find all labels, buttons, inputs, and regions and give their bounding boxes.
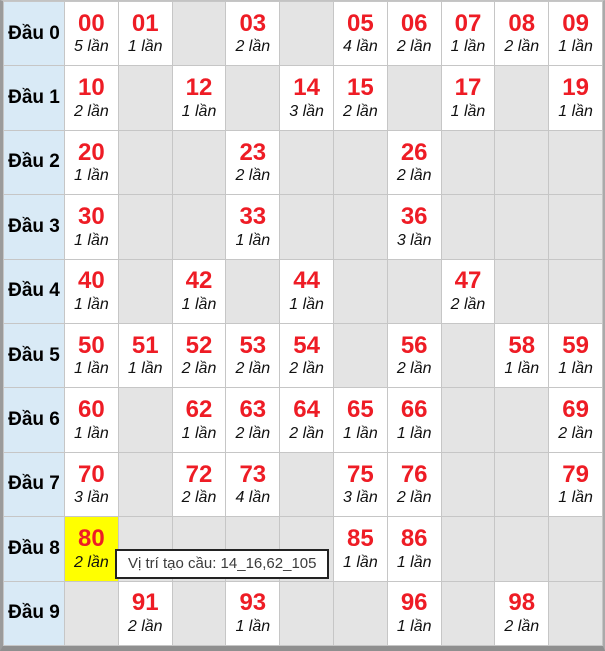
count-label: 1 lần (289, 296, 324, 314)
count-label: 2 lần (289, 360, 324, 378)
empty-cell (495, 66, 549, 130)
count-label: 2 lần (558, 424, 593, 442)
number-cell-47[interactable] (441, 259, 495, 323)
number-value: 72 (185, 460, 213, 488)
count-label: 2 lần (396, 38, 432, 56)
row-label-dau-8: Đầu 8 (4, 517, 65, 581)
number-value: 26 (400, 138, 428, 166)
table-row (4, 452, 603, 516)
number-cell-20[interactable] (65, 130, 119, 194)
number-cell-19[interactable] (549, 66, 603, 130)
count-label: 1 lần (396, 424, 432, 442)
count-label: 1 lần (74, 360, 109, 378)
number-value: 33 (239, 203, 267, 231)
number-cell-36[interactable] (387, 195, 441, 259)
number-value: 09 (562, 9, 589, 37)
count-label: 5 lần (74, 38, 109, 56)
count-label: 1 lần (558, 360, 593, 378)
number-cell-26[interactable] (387, 130, 441, 194)
number-cell-91[interactable] (118, 581, 172, 645)
empty-cell (495, 517, 549, 581)
number-cell-80-highlighted[interactable] (65, 517, 119, 581)
number-value: 91 (131, 589, 159, 617)
number-cell-66[interactable] (387, 388, 441, 452)
number-cell-65[interactable] (333, 388, 387, 452)
empty-cell (118, 130, 172, 194)
count-label: 1 lần (504, 360, 540, 378)
number-cell-93[interactable] (226, 581, 280, 645)
number-cell-17[interactable] (441, 66, 495, 130)
table-row (4, 66, 603, 130)
row-label-dau-6: Đầu 6 (4, 388, 65, 452)
row-label-dau-2: Đầu 2 (4, 130, 65, 194)
number-cell-56[interactable] (387, 323, 441, 387)
empty-cell (118, 195, 172, 259)
count-label: 2 lần (181, 489, 217, 507)
number-value: 36 (400, 203, 428, 231)
count-label: 1 lần (558, 38, 593, 56)
bridge-position-tooltip: Vị trí tạo cầu: 14_16,62_105 (115, 549, 329, 579)
empty-cell (549, 130, 603, 194)
number-value: 06 (400, 9, 428, 37)
number-cell-42[interactable] (172, 259, 226, 323)
number-cell-62[interactable] (172, 388, 226, 452)
count-label: 2 lần (127, 618, 163, 636)
number-cell-10[interactable] (65, 66, 119, 130)
count-label: 2 lần (450, 296, 486, 314)
empty-cell (226, 66, 280, 130)
empty-cell (333, 130, 387, 194)
count-label: 1 lần (74, 296, 109, 314)
empty-cell (441, 581, 495, 645)
number-cell-86[interactable] (387, 517, 441, 581)
number-value: 96 (400, 589, 428, 617)
empty-cell (118, 388, 172, 452)
number-cell-59[interactable] (549, 323, 603, 387)
empty-cell (495, 259, 549, 323)
number-cell-15[interactable] (333, 66, 387, 130)
empty-cell (441, 452, 495, 516)
count-label: 1 lần (235, 231, 271, 249)
number-value: 79 (562, 460, 589, 488)
empty-cell (333, 323, 387, 387)
table-row (4, 130, 603, 194)
number-cell-51[interactable] (118, 323, 172, 387)
number-value: 47 (454, 267, 482, 295)
number-cell-76[interactable] (387, 452, 441, 516)
number-value: 00 (78, 9, 105, 37)
count-label: 2 lần (235, 360, 271, 378)
count-label: 2 lần (181, 360, 217, 378)
number-cell-52[interactable] (172, 323, 226, 387)
number-cell-73[interactable] (226, 452, 280, 516)
table-row (4, 259, 603, 323)
row-label-dau-0: Đầu 0 (4, 2, 65, 66)
number-cell-50[interactable] (65, 323, 119, 387)
empty-cell (441, 517, 495, 581)
empty-cell (118, 259, 172, 323)
number-value: 40 (78, 267, 105, 295)
number-value: 01 (131, 9, 159, 37)
number-value: 59 (562, 331, 589, 359)
table-row (4, 195, 603, 259)
empty-cell (387, 259, 441, 323)
number-value: 53 (239, 331, 267, 359)
count-label: 1 lần (74, 424, 109, 442)
count-label: 1 lần (396, 553, 432, 571)
empty-cell (333, 259, 387, 323)
number-value: 58 (508, 331, 536, 359)
number-value: 76 (400, 460, 428, 488)
number-cell-12[interactable] (172, 66, 226, 130)
number-value: 66 (400, 396, 428, 424)
count-label: 4 lần (343, 38, 378, 56)
count-label: 2 lần (504, 38, 540, 56)
count-label: 2 lần (396, 360, 432, 378)
number-cell-85[interactable] (333, 517, 387, 581)
empty-cell (280, 195, 334, 259)
number-value: 03 (239, 9, 267, 37)
number-value: 14 (293, 74, 320, 102)
empty-cell (495, 452, 549, 516)
empty-cell (65, 581, 119, 645)
number-cell-60[interactable] (65, 388, 119, 452)
empty-cell (118, 452, 172, 516)
empty-cell (226, 259, 280, 323)
number-cell-07[interactable] (441, 2, 495, 66)
table-row (4, 388, 603, 452)
number-value: 85 (347, 525, 374, 553)
number-cell-54[interactable] (280, 323, 334, 387)
number-value: 93 (239, 589, 267, 617)
number-cell-98[interactable] (495, 581, 549, 645)
row-label-dau-9: Đầu 9 (4, 581, 65, 645)
number-value: 51 (131, 331, 159, 359)
number-cell-70[interactable] (65, 452, 119, 516)
number-cell-96[interactable] (387, 581, 441, 645)
number-value: 60 (78, 396, 105, 424)
number-cell-00[interactable] (65, 2, 119, 66)
empty-cell (495, 130, 549, 194)
number-value: 17 (454, 74, 482, 102)
number-value: 23 (239, 138, 267, 166)
row-label-dau-3: Đầu 3 (4, 195, 65, 259)
empty-cell (387, 66, 441, 130)
number-cell-14[interactable] (280, 66, 334, 130)
count-label: 1 lần (181, 296, 217, 314)
count-label: 2 lần (289, 424, 324, 442)
empty-cell (549, 259, 603, 323)
number-value: 30 (78, 203, 105, 231)
number-value: 65 (347, 396, 374, 424)
count-label: 1 lần (558, 489, 593, 507)
empty-cell (280, 452, 334, 516)
empty-cell (549, 195, 603, 259)
number-value: 75 (347, 460, 374, 488)
count-label: 1 lần (396, 618, 432, 636)
empty-cell (441, 388, 495, 452)
number-cell-03[interactable] (226, 2, 280, 66)
count-label: 2 lần (396, 489, 432, 507)
number-cell-64[interactable] (280, 388, 334, 452)
row-label-dau-5: Đầu 5 (4, 323, 65, 387)
number-value: 08 (508, 9, 536, 37)
empty-cell (441, 130, 495, 194)
count-label: 1 lần (74, 231, 109, 249)
empty-cell (118, 66, 172, 130)
number-value: 98 (508, 589, 536, 617)
number-cell-72[interactable] (172, 452, 226, 516)
number-cell-44[interactable] (280, 259, 334, 323)
table-row (4, 581, 603, 645)
number-cell-08[interactable] (495, 2, 549, 66)
number-cell-30[interactable] (65, 195, 119, 259)
number-cell-63[interactable] (226, 388, 280, 452)
number-value: 10 (78, 74, 105, 102)
number-value: 07 (454, 9, 482, 37)
table-row (4, 323, 603, 387)
empty-cell (172, 581, 226, 645)
count-label: 2 lần (74, 553, 109, 571)
number-cell-75[interactable] (333, 452, 387, 516)
count-label: 2 lần (74, 102, 109, 120)
count-label: 1 lần (450, 102, 486, 120)
row-label-dau-7: Đầu 7 (4, 452, 65, 516)
count-label: 1 lần (235, 618, 271, 636)
number-cell-79[interactable] (549, 452, 603, 516)
count-label: 4 lần (235, 489, 271, 507)
number-cell-09[interactable] (549, 2, 603, 66)
number-cell-01[interactable] (118, 2, 172, 66)
number-cell-23[interactable] (226, 130, 280, 194)
number-value: 52 (185, 331, 213, 359)
count-label: 1 lần (343, 553, 378, 571)
empty-cell (280, 581, 334, 645)
count-label: 1 lần (343, 424, 378, 442)
empty-cell (495, 388, 549, 452)
count-label: 1 lần (181, 424, 217, 442)
count-label: 1 lần (127, 38, 163, 56)
empty-cell (280, 2, 334, 66)
number-cell-40[interactable] (65, 259, 119, 323)
number-value: 42 (185, 267, 213, 295)
number-value: 15 (347, 74, 374, 102)
count-label: 1 lần (127, 360, 163, 378)
empty-cell (333, 581, 387, 645)
count-label: 2 lần (235, 167, 271, 185)
empty-cell (549, 581, 603, 645)
empty-cell (441, 195, 495, 259)
count-label: 2 lần (235, 38, 271, 56)
number-value: 62 (185, 396, 213, 424)
number-value: 05 (347, 9, 374, 37)
empty-cell (549, 517, 603, 581)
count-label: 1 lần (558, 102, 593, 120)
number-value: 64 (293, 396, 320, 424)
number-cell-53[interactable] (226, 323, 280, 387)
number-value: 19 (562, 74, 589, 102)
number-value: 20 (78, 138, 105, 166)
count-label: 2 lần (396, 167, 432, 185)
count-label: 2 lần (504, 618, 540, 636)
empty-cell (172, 195, 226, 259)
row-label-dau-1: Đầu 1 (4, 66, 65, 130)
empty-cell (172, 2, 226, 66)
number-value: 63 (239, 396, 267, 424)
number-value: 70 (78, 460, 105, 488)
number-value: 50 (78, 331, 105, 359)
number-cell-33[interactable] (226, 195, 280, 259)
empty-cell (441, 323, 495, 387)
number-value: 54 (293, 331, 320, 359)
number-cell-69[interactable] (549, 388, 603, 452)
count-label: 3 lần (396, 231, 432, 249)
empty-cell (495, 195, 549, 259)
number-value: 80 (78, 525, 105, 553)
number-value: 86 (400, 525, 428, 553)
count-label: 1 lần (181, 102, 217, 120)
count-label: 3 lần (289, 102, 324, 120)
count-label: 2 lần (235, 424, 271, 442)
number-cell-05[interactable] (333, 2, 387, 66)
count-label: 1 lần (450, 38, 486, 56)
count-label: 2 lần (343, 102, 378, 120)
empty-cell (333, 195, 387, 259)
empty-cell (280, 130, 334, 194)
number-value: 73 (239, 460, 267, 488)
table-row (4, 2, 603, 66)
number-value: 69 (562, 396, 589, 424)
count-label: 1 lần (74, 167, 109, 185)
count-label: 3 lần (343, 489, 378, 507)
row-label-dau-4: Đầu 4 (4, 259, 65, 323)
number-value: 44 (293, 267, 320, 295)
number-cell-58[interactable] (495, 323, 549, 387)
number-value: 56 (400, 331, 428, 359)
number-cell-06[interactable] (387, 2, 441, 66)
empty-cell (172, 130, 226, 194)
number-value: 12 (185, 74, 213, 102)
count-label: 3 lần (74, 489, 109, 507)
